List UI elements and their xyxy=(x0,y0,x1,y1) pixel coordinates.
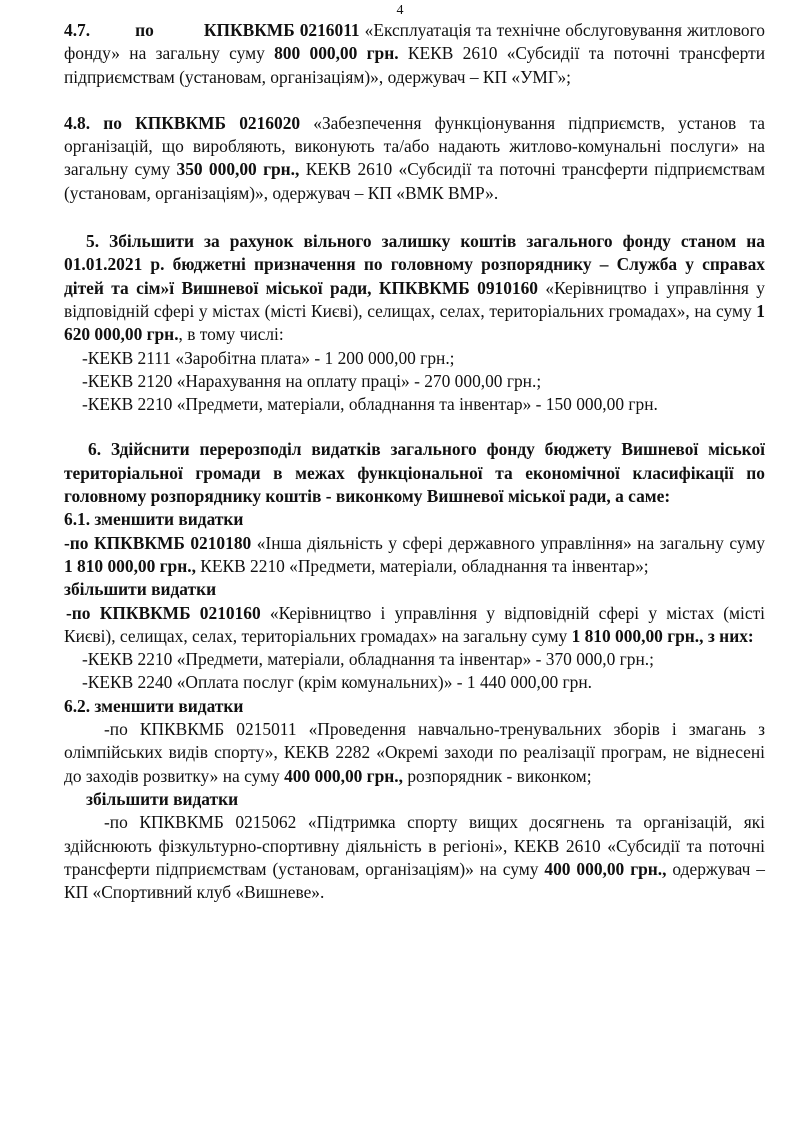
section-6-1-title-text: 6.1. зменшити видатки xyxy=(64,509,244,530)
section-6-2-decrease xyxy=(64,718,765,788)
page-number: 4 xyxy=(396,3,404,18)
section-4-7 xyxy=(64,19,765,89)
section-5-bold: 5. Збільшити за рахунок вільного залишку коштів загального фонду станом на 01.01.2021 р. бюджетні призначення по головному розпоряднику – Служба у справах дітей та сім»ї Вишневої міської ради, КПКВКМБ 0910160 xyxy=(64,231,765,298)
document-body xyxy=(64,19,765,904)
section-6-2-title-text: 6.2. зменшити видатки xyxy=(64,695,244,716)
section-6-2-increase-amount: 400 000,00 грн., xyxy=(544,858,667,879)
section-6-2-increase-text1: -по КПКВКМБ 0215062 «Підтримка спорту вищих досягнень та організацій, які здійснюють фізкультурно-спортивну діяльність в регіоні», КЕКВ 2610 «Субсидії та поточні трансферти підприємствам (установам, організаціям)» на суму xyxy=(64,812,765,879)
section-6-1-item: -КЕКВ 2210 «Предмети, матеріали, обладнання та інвентар» - 370 000,0 грн.; xyxy=(82,649,654,670)
section-5 xyxy=(64,230,765,346)
section-5-item: -КЕКВ 2120 «Нарахування на оплату праці» - 270 000,00 грн.; xyxy=(82,370,542,391)
section-6-1-increase-text1: «Керівництво і управління у відповідній сфері у містах (місті Києві), селищах, селах, територіальних громадах» на загальну суму xyxy=(64,602,766,646)
section-6-2-increase-title-text: збільшити видатки xyxy=(86,788,239,809)
section-6-2-decrease-text2: розпорядник - виконком; xyxy=(402,765,592,786)
section-6-1-increase xyxy=(64,602,765,649)
section-6-2-decrease-amount: 400 000,00 грн., xyxy=(284,765,403,786)
section-5-text1: «Керівництво і управління у відповідній сфері у містах (місті Києві), селищах, селах, територіальних громадах», на суму xyxy=(64,277,766,321)
section-6-1-decrease-text2: КЕКВ 2210 «Предмети, матеріали, обладнання та інвентар»; xyxy=(195,555,649,576)
section-6-1-increase-code: -по КПКВКМБ 0210160 xyxy=(66,602,261,623)
section-4-8-amount: 350 000,00 грн., xyxy=(176,159,300,180)
section-6-2-decrease-text1: -по КПКВКМБ 0215011 «Проведення навчально-тренувальних зборів і змагань з олімпійських видів спорту», КЕКВ 2282 «Окремі заходи по реалізації програм, не віднесені до заходів розвитку» на суму xyxy=(64,719,765,786)
section-5-text2: , в тому числі: xyxy=(178,324,284,345)
section-6-1-increase-title-text: збільшити видатки xyxy=(64,579,217,600)
section-6-1-increase-amount: 1 810 000,00 грн., з них: xyxy=(571,625,754,646)
section-4-7-text1: «Експлуатація та технічне обслуговування житлового фонду» на загальну суму xyxy=(64,20,765,64)
section-6-1-decrease-amount: 1 810 000,00 грн., xyxy=(64,555,196,576)
section-6-bold: 6. Здійснити перерозподіл видатків загального фонду бюджету Вишневої міської територіальної громади в межах функціональної та економічної класифікації по головному розпоряднику коштів - виконкому Вишневої міської ради, а саме: xyxy=(64,439,765,507)
section-4-7-text2: КЕКВ 2610 «Субсидії та поточні трансферти підприємствам (установам, організаціям)», одержувач – КП «УМГ»; xyxy=(64,43,766,87)
section-5-amount: 1 620 000,00 грн. xyxy=(64,300,765,345)
section-4-7-po: по xyxy=(135,20,154,40)
section-6 xyxy=(64,438,765,508)
section-6-1-decrease xyxy=(64,532,765,579)
section-6-1-title xyxy=(64,508,765,531)
section-6-2-increase xyxy=(64,811,765,904)
section-4-7-num: 4.7. xyxy=(64,20,91,40)
section-4-8-text1: «Забезпечення функціонування підприємств, установ та організацій, що виробляють, виконують та/або надають житлово-комунальні послуги» на загальну суму xyxy=(64,112,765,180)
section-5-item: -КЕКВ 2111 «Заробітна плата» - 1 200 000,00 грн.; xyxy=(82,347,455,368)
section-6-2-increase-text2: одержувач – КП «Спортивний клуб «Вишневе». xyxy=(64,858,765,903)
section-4-7-amount: 800 000,00 грн. xyxy=(274,43,399,64)
section-6-1-increase-title xyxy=(64,578,765,601)
section-6-2-increase-title xyxy=(64,788,765,811)
section-6-2-title xyxy=(64,695,765,718)
section-6-1-decrease-text1: «Інша діяльність у сфері державного управління» на загальну суму xyxy=(251,532,766,553)
section-6-1-item: -КЕКВ 2240 «Оплата послуг (крім комунальних)» - 1 440 000,00 грн. xyxy=(82,672,593,693)
section-4-7-code: КПКВКМБ 0216011 xyxy=(203,20,360,40)
section-4-8-text2: КЕКВ 2610 «Субсидії та поточні трансферти підприємствам (установам, організаціям)», одержувач – КП «ВМК ВМР». xyxy=(64,159,766,203)
section-6-1-decrease-code: -по КПКВКМБ 0210180 xyxy=(64,532,252,553)
section-4-8-lead: 4.8. по КПКВКМБ 0216020 xyxy=(64,112,301,133)
section-4-8 xyxy=(64,112,765,205)
section-5-item: -КЕКВ 2210 «Предмети, матеріали, обладнання та інвентар» - 150 000,00 грн. xyxy=(82,394,658,415)
